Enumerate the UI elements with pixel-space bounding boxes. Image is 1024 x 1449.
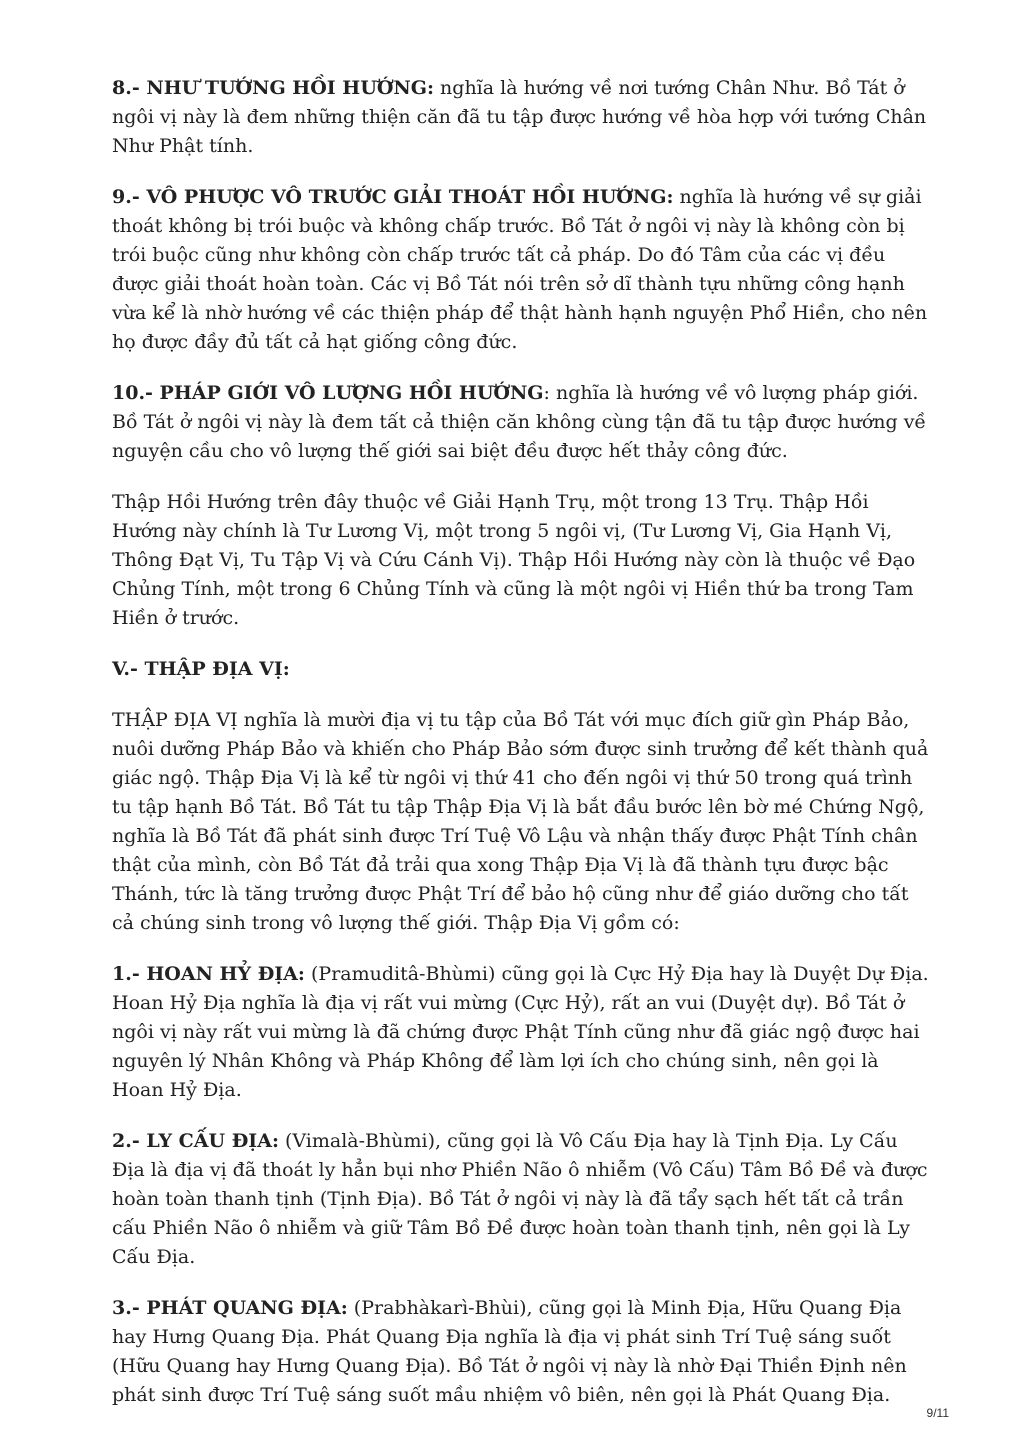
term-heading: 2.- LY CẤU ĐỊA: (112, 1130, 279, 1152)
paragraph-text: Thập Hồi Hướng trên đây thuộc về Giải Hạnh Trụ, một trong 13 Trụ. Thập Hồi Hướng này chính là Tư Lương Vị, một trong 5 ngôi vị, (Tư Lương Vị, Gia Hạnh Vị, Thông Đạt Vị, Tu Tập Vị và Cứu Cánh Vị). Thập Hồi Hướng này còn là thuộc về Đạo Chủng Tính, một trong 6 Chủng Tính và cũng là một ngôi vị Hiền thứ ba trong Tam Hiền ở trước. (112, 491, 916, 629)
paragraph-text: nghĩa là hướng về nơi tướng Chân Như. Bồ Tát ở ngôi vị này là đem những thiện căn đã tu tập được hướng về hòa hợp với tướng Chân Như Phật tính. (112, 77, 927, 157)
term-heading: 1.- HOAN HỶ ĐỊA: (112, 963, 305, 985)
term-heading: 3.- PHÁT QUANG ĐỊA: (112, 1297, 348, 1319)
document-body (112, 74, 932, 1432)
paragraph-3-phat-quang (112, 1294, 932, 1410)
section-heading: V.- THẬP ĐỊA VỊ: (112, 658, 290, 680)
paragraph-text: nghĩa là hướng về sự giải thoát không bị trói buộc và không chấp trước. Bồ Tát ở ngôi vị này là không còn bị trói buộc cũng như không còn chấp trước tất cả pháp. Do đó Tâm của các vị đều được giải thoát hoàn toàn. Các vị Bồ Tát nói trên sở dĩ thành tựu những công hạnh vừa kể là nhờ hướng về các thiện pháp để thật hành hạnh nguyện Phổ Hiền, cho nên họ được đầy đủ tất cả hạt giống công đức. (112, 186, 928, 353)
paragraph-thap-dia-vi-intro (112, 706, 932, 938)
paragraph-text: (Prabhàkarì-Bhùi), cũng gọi là Minh Địa, Hữu Quang Địa hay Hưng Quang Địa. Phát Quang Địa nghĩa là địa vị phát sinh Trí Tuệ sáng suốt (Hữu Quang hay Hưng Quang Địa). Bồ Tát ở ngôi vị này là nhờ Đại Thiền Định nên phát sinh được Trí Tuệ sáng suốt mầu nhiệm vô biên, nên gọi là Phát Quang Địa. (112, 1297, 907, 1406)
paragraph-8-nhu-tuong (112, 74, 932, 161)
term-heading: 9.- VÔ PHƯỢC VÔ TRƯỚC GIẢI THOÁT HỒI HƯỚNG: (112, 186, 674, 208)
term-heading: 8.- NHƯ TƯỚNG HỒI HƯỚNG: (112, 77, 434, 99)
paragraph-text: THẬP ĐỊA VỊ nghĩa là mười địa vị tu tập của Bồ Tát với mục đích giữ gìn Pháp Bảo, nuôi dưỡng Pháp Bảo và khiến cho Pháp Bảo sớm được sinh trưởng để kết thành quả giác ngộ. Thập Địa Vị là kể từ ngôi vị thứ 41 cho đến ngôi vị thứ 50 trong quá trình tu tập hạnh Bồ Tát. Bồ Tát tu tập Thập Địa Vị là bắt đầu bước lên bờ mé Chứng Ngộ, nghĩa là Bồ Tát đã phát sinh được Trí Tuệ Vô Lậu và nhận thấy được Phật Tính chân thật của mình, còn Bồ Tát đả trải qua xong Thập Địa Vị là đã thành tựu được bậc Thánh, tức là tăng trưởng được Phật Trí để bảo hộ cũng như để giáo dưỡng cho tất cả chúng sinh trong vô lượng thế giới. Thập Địa Vị gồm có: (112, 709, 929, 934)
paragraph-thap-hoi-huong-summary (112, 488, 932, 633)
paragraph-9-vo-phuoc (112, 183, 932, 357)
page-number: 9/11 (926, 1406, 949, 1420)
paragraph-text: (Pramuditâ-Bhùmi) cũng gọi là Cực Hỷ Địa hay là Duyệt Dự Địa. Hoan Hỷ Địa nghĩa là địa vị rất vui mừng (Cực Hỷ), rất an vui (Duyệt dự). Bồ Tát ở ngôi vị này rất vui mừng là đã chứng được Phật Tính cũng như đã giác ngộ được hai nguyên lý Nhân Không và Pháp Không để làm lợi ích cho chúng sinh, nên gọi là Hoan Hỷ Địa. (112, 963, 929, 1101)
paragraph-1-hoan-hy (112, 960, 932, 1105)
term-heading: 10.- PHÁP GIỚI VÔ LƯỢNG HỒI HƯỚNG (112, 382, 544, 404)
paragraph-10-phap-gioi (112, 379, 932, 466)
paragraph-2-ly-cau (112, 1127, 932, 1272)
paragraph-text: (Vimalà-Bhùmi), cũng gọi là Vô Cấu Địa hay là Tịnh Địa. Ly Cấu Địa là địa vị đã thoát ly hẳn bụi nhơ Phiền Não ô nhiễm (Vô Cấu) Tâm Bồ Đề và được hoàn toàn thanh tịnh (Tịnh Địa). Bồ Tát ở ngôi vị này là đã tẩy sạch hết tất cả trần cấu Phiền Não ô nhiễm và giữ Tâm Bồ Đề được hoàn toàn thanh tịnh, nên gọi là Ly Cấu Địa. (112, 1130, 928, 1268)
paragraph-text: : nghĩa là hướng về vô lượng pháp giới. Bồ Tát ở ngôi vị này là đem tất cả thiện căn không cùng tận đã tu tập được hướng về nguyện cầu cho vô lượng thế giới sai biệt đều được hết thảy công đức. (112, 382, 927, 462)
